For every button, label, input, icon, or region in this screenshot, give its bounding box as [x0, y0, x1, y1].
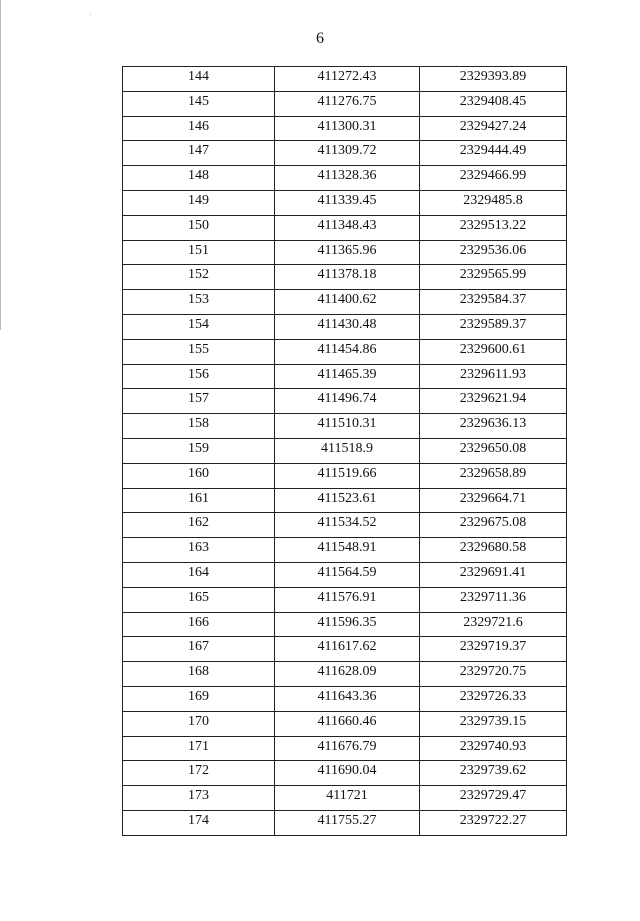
point-number-cell [123, 786, 275, 811]
table-row [123, 662, 567, 687]
x-coordinate-cell [275, 662, 420, 687]
y-coordinate-cell [420, 562, 567, 587]
y-coordinate-cell [420, 662, 567, 687]
y-coordinate-cell [420, 364, 567, 389]
cell-text: 2329664.71 [459, 490, 527, 506]
cell-text: 2329636.13 [459, 416, 527, 432]
y-coordinate-cell [420, 215, 567, 240]
cell-text: 411454.86 [317, 341, 377, 357]
table-row [123, 538, 567, 563]
cell-text: 172 [188, 763, 209, 779]
y-coordinate-cell [420, 67, 567, 92]
coordinate-table [122, 66, 567, 836]
point-number-cell [123, 463, 275, 488]
cell-text: 411328.36 [317, 168, 377, 184]
table-row [123, 314, 567, 339]
cell-text: 2329658.89 [459, 465, 527, 481]
cell-text: 145 [188, 93, 209, 109]
point-number-cell [123, 711, 275, 736]
x-coordinate-cell [275, 190, 420, 215]
point-number-cell [123, 166, 275, 191]
y-coordinate-cell [420, 116, 567, 141]
x-coordinate-cell [275, 513, 420, 538]
point-number-cell [123, 67, 275, 92]
cell-text: 2329536.06 [459, 242, 527, 258]
cell-text: 168 [188, 664, 209, 680]
cell-text: 2329600.61 [459, 341, 527, 357]
x-coordinate-cell [275, 686, 420, 711]
cell-text: 2329726.33 [459, 688, 527, 704]
y-coordinate-cell [420, 538, 567, 563]
x-coordinate-cell [275, 339, 420, 364]
y-coordinate-cell [420, 166, 567, 191]
y-coordinate-cell [420, 612, 567, 637]
table-row [123, 637, 567, 662]
x-coordinate-cell [275, 364, 420, 389]
x-coordinate-cell [275, 265, 420, 290]
x-coordinate-cell [275, 215, 420, 240]
table-row [123, 736, 567, 761]
cell-text: 150 [188, 217, 209, 233]
cell-text: 411309.72 [317, 143, 377, 159]
cell-text: 155 [188, 341, 209, 357]
cell-text: 2329565.99 [459, 267, 527, 283]
cell-text: 2329729.47 [459, 788, 527, 804]
cell-text: 411690.04 [317, 763, 377, 779]
cell-text: 2329513.22 [459, 217, 527, 233]
table-row [123, 562, 567, 587]
y-coordinate-cell [420, 488, 567, 513]
cell-text: 2329584.37 [459, 292, 527, 308]
cell-text: 2329485.8 [463, 192, 523, 208]
cell-text: 2329739.62 [459, 763, 527, 779]
table-row [123, 612, 567, 637]
scan-mark [90, 14, 91, 15]
y-coordinate-cell [420, 438, 567, 463]
cell-text: 411676.79 [317, 738, 377, 754]
cell-text: 411523.61 [317, 490, 377, 506]
cell-text: 2329720.75 [459, 664, 527, 680]
table-row [123, 389, 567, 414]
cell-text: 2329621.94 [459, 391, 527, 407]
table-row [123, 488, 567, 513]
x-coordinate-cell [275, 637, 420, 662]
table-row [123, 265, 567, 290]
cell-text: 2329691.41 [459, 564, 527, 580]
cell-text: 146 [188, 118, 209, 134]
x-coordinate-cell [275, 538, 420, 563]
cell-text: 173 [188, 788, 209, 804]
point-number-cell [123, 538, 275, 563]
point-number-cell [123, 810, 275, 835]
table-body [123, 67, 567, 836]
cell-text: 411564.59 [317, 564, 377, 580]
cell-text: 411348.43 [317, 217, 377, 233]
table-row [123, 91, 567, 116]
cell-text: 2329393.89 [459, 69, 527, 84]
y-coordinate-cell [420, 240, 567, 265]
x-coordinate-cell [275, 786, 420, 811]
cell-text: 2329722.27 [459, 812, 527, 828]
cell-text: 411272.43 [317, 69, 377, 84]
x-coordinate-cell [275, 736, 420, 761]
cell-text: 411660.46 [317, 713, 377, 729]
cell-text: 153 [188, 292, 209, 308]
cell-text: 2329711.36 [460, 589, 526, 605]
cell-text: 411628.09 [317, 664, 377, 680]
cell-text: 2329740.93 [459, 738, 527, 754]
x-coordinate-cell [275, 414, 420, 439]
table-row [123, 513, 567, 538]
x-coordinate-cell [275, 810, 420, 835]
table-row [123, 116, 567, 141]
cell-text: 411400.62 [317, 292, 377, 308]
cell-text: 2329721.6 [463, 614, 523, 630]
y-coordinate-cell [420, 190, 567, 215]
table-row [123, 364, 567, 389]
cell-text: 411617.62 [317, 639, 377, 655]
point-number-cell [123, 141, 275, 166]
x-coordinate-cell [275, 314, 420, 339]
cell-text: 411510.31 [317, 416, 377, 432]
table-row [123, 587, 567, 612]
y-coordinate-cell [420, 339, 567, 364]
x-coordinate-cell [275, 587, 420, 612]
y-coordinate-cell [420, 637, 567, 662]
table-row [123, 190, 567, 215]
table-row [123, 438, 567, 463]
point-number-cell [123, 438, 275, 463]
table-row [123, 463, 567, 488]
y-coordinate-cell [420, 389, 567, 414]
cell-text: 166 [188, 614, 209, 630]
cell-text: 170 [188, 713, 209, 729]
table-row [123, 761, 567, 786]
cell-text: 164 [188, 564, 209, 580]
table-row [123, 686, 567, 711]
point-number-cell [123, 637, 275, 662]
cell-text: 411519.66 [317, 465, 377, 481]
table-row [123, 141, 567, 166]
y-coordinate-cell [420, 786, 567, 811]
point-number-cell [123, 91, 275, 116]
y-coordinate-cell [420, 686, 567, 711]
table-row [123, 166, 567, 191]
cell-text: 169 [188, 688, 209, 704]
cell-text: 411339.45 [317, 192, 377, 208]
y-coordinate-cell [420, 265, 567, 290]
table-row [123, 215, 567, 240]
point-number-cell [123, 612, 275, 637]
y-coordinate-cell [420, 314, 567, 339]
point-number-cell [123, 662, 275, 687]
x-coordinate-cell [275, 67, 420, 92]
table-row [123, 290, 567, 315]
table-row [123, 240, 567, 265]
cell-text: 411643.36 [317, 688, 377, 704]
point-number-cell [123, 513, 275, 538]
point-number-cell [123, 190, 275, 215]
cell-text: 162 [188, 515, 209, 531]
x-coordinate-cell [275, 562, 420, 587]
y-coordinate-cell [420, 141, 567, 166]
cell-text: 411534.52 [317, 515, 377, 531]
table-row [123, 810, 567, 835]
y-coordinate-cell [420, 414, 567, 439]
cell-text: 2329408.45 [459, 93, 527, 109]
y-coordinate-cell [420, 711, 567, 736]
point-number-cell [123, 339, 275, 364]
cell-text: 411365.96 [317, 242, 377, 258]
table-row [123, 339, 567, 364]
x-coordinate-cell [275, 166, 420, 191]
cell-text: 411276.75 [317, 93, 377, 109]
table-row [123, 711, 567, 736]
cell-text: 411378.18 [317, 267, 377, 283]
cell-text: 411576.91 [317, 589, 377, 605]
y-coordinate-cell [420, 736, 567, 761]
cell-text: 411596.35 [317, 614, 377, 630]
cell-text: 157 [188, 391, 209, 407]
cell-text: 2329680.58 [459, 540, 527, 556]
x-coordinate-cell [275, 91, 420, 116]
cell-text: 2329589.37 [459, 316, 527, 332]
point-number-cell [123, 686, 275, 711]
point-number-cell [123, 414, 275, 439]
cell-text: 2329427.24 [459, 118, 527, 134]
cell-text: 152 [188, 267, 209, 283]
point-number-cell [123, 116, 275, 141]
point-number-cell [123, 736, 275, 761]
cell-text: 411548.91 [317, 540, 377, 556]
point-number-cell [123, 488, 275, 513]
table-row [123, 414, 567, 439]
cell-text: 160 [188, 465, 209, 481]
table-row [123, 67, 567, 92]
y-coordinate-cell [420, 761, 567, 786]
cell-text: 2329739.15 [459, 713, 527, 729]
cell-text: 2329466.99 [459, 168, 527, 184]
cell-text: 165 [188, 589, 209, 605]
x-coordinate-cell [275, 463, 420, 488]
x-coordinate-cell [275, 711, 420, 736]
cell-text: 411721 [326, 788, 368, 804]
point-number-cell [123, 587, 275, 612]
cell-text: 148 [188, 168, 209, 184]
cell-text: 144 [188, 69, 209, 84]
x-coordinate-cell [275, 240, 420, 265]
x-coordinate-cell [275, 761, 420, 786]
cell-text: 158 [188, 416, 209, 432]
cell-text: 167 [188, 639, 209, 655]
cell-text: 149 [188, 192, 209, 208]
point-number-cell [123, 562, 275, 587]
cell-text: 154 [188, 316, 209, 332]
cell-text: 411496.74 [317, 391, 377, 407]
y-coordinate-cell [420, 463, 567, 488]
cell-text: 2329675.08 [459, 515, 527, 531]
cell-text: 156 [188, 366, 209, 382]
cell-text: 159 [188, 440, 209, 456]
y-coordinate-cell [420, 587, 567, 612]
x-coordinate-cell [275, 488, 420, 513]
x-coordinate-cell [275, 389, 420, 414]
y-coordinate-cell [420, 810, 567, 835]
page-number: 6 [316, 30, 324, 47]
point-number-cell [123, 364, 275, 389]
cell-text: 2329444.49 [459, 143, 527, 159]
cell-text: 411755.27 [317, 812, 377, 828]
cell-text: 151 [188, 242, 209, 258]
cell-text: 2329611.93 [460, 366, 526, 382]
point-number-cell [123, 240, 275, 265]
point-number-cell [123, 761, 275, 786]
point-number-cell [123, 215, 275, 240]
cell-text: 161 [188, 490, 209, 506]
cell-text: 171 [188, 738, 209, 754]
y-coordinate-cell [420, 290, 567, 315]
cell-text: 163 [188, 540, 209, 556]
x-coordinate-cell [275, 116, 420, 141]
cell-text: 174 [188, 812, 209, 828]
cell-text: 147 [188, 143, 209, 159]
point-number-cell [123, 290, 275, 315]
cell-text: 411518.9 [321, 440, 373, 456]
cell-text: 411430.48 [317, 316, 377, 332]
y-coordinate-cell [420, 513, 567, 538]
x-coordinate-cell [275, 438, 420, 463]
point-number-cell [123, 389, 275, 414]
cell-text: 411300.31 [317, 118, 377, 134]
point-number-cell [123, 265, 275, 290]
table-row [123, 786, 567, 811]
x-coordinate-cell [275, 612, 420, 637]
x-coordinate-cell [275, 141, 420, 166]
cell-text: 2329650.08 [459, 440, 527, 456]
point-number-cell [123, 314, 275, 339]
cell-text: 2329719.37 [459, 639, 527, 655]
cell-text: 411465.39 [317, 366, 377, 382]
x-coordinate-cell [275, 290, 420, 315]
y-coordinate-cell [420, 91, 567, 116]
scan-mark [0, 0, 1, 330]
